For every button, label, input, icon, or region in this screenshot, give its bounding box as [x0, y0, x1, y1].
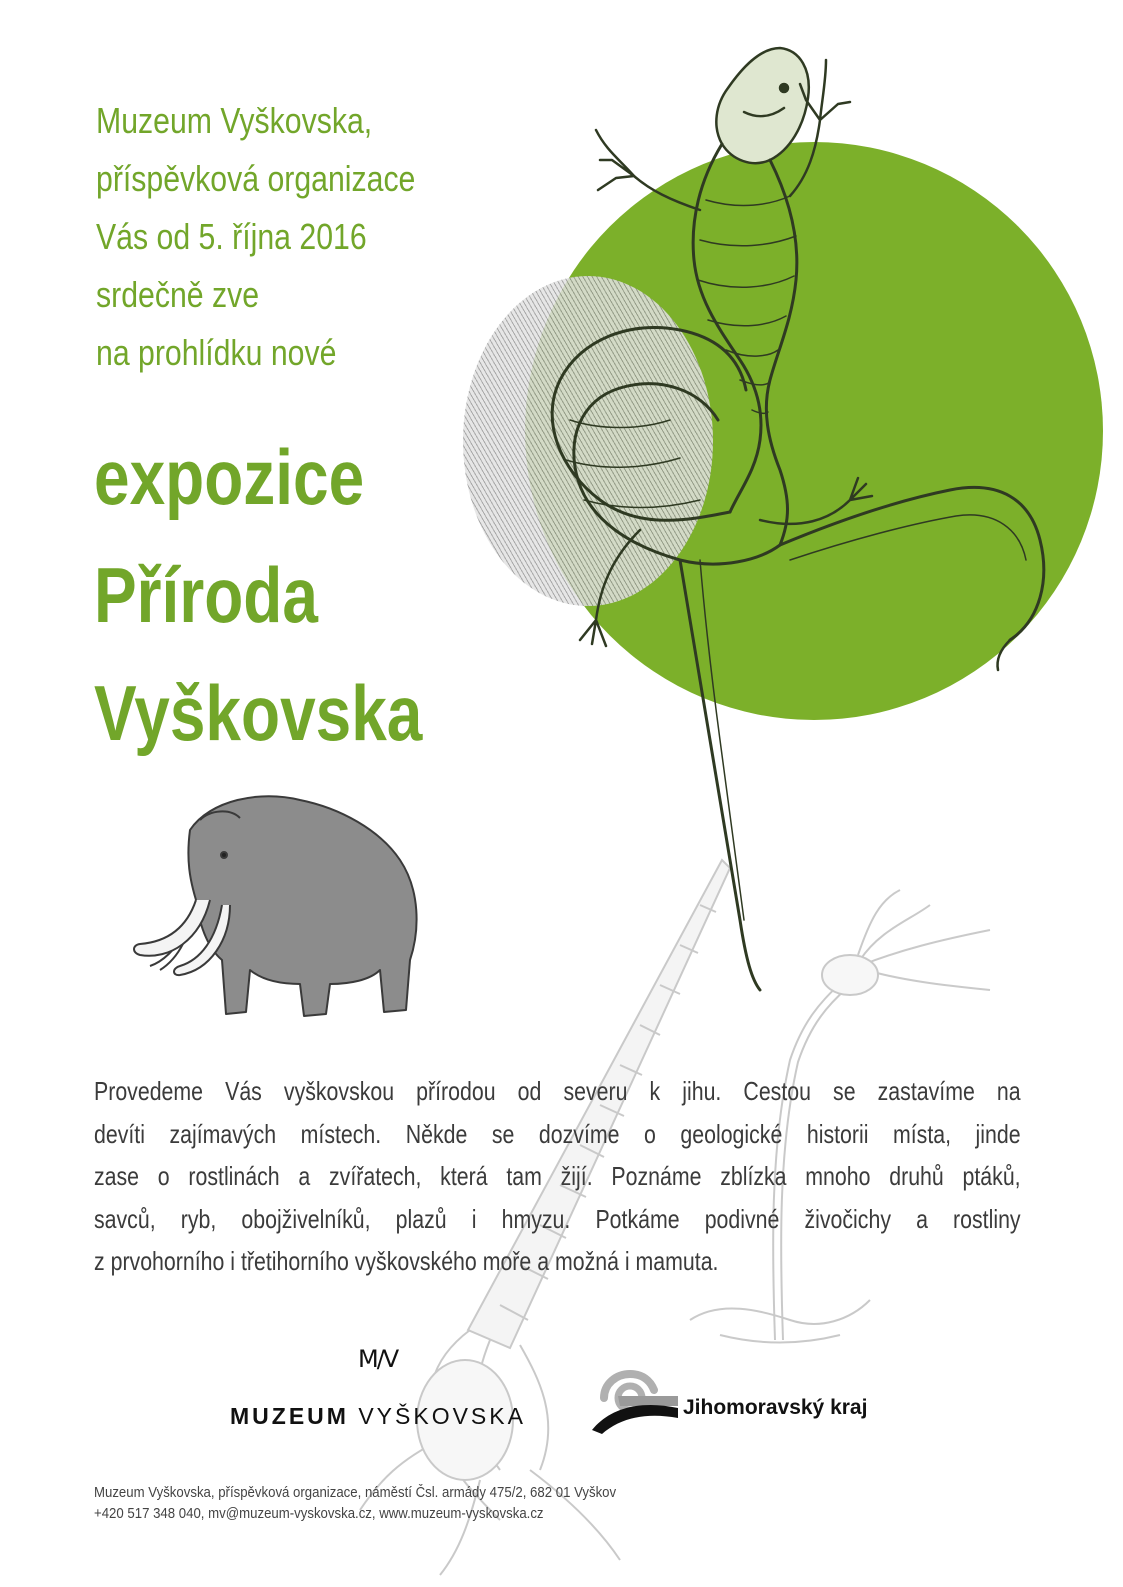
intro-line: Muzeum Vyškovska, — [96, 100, 373, 141]
description-line: z prvohorního i třetihorního vyškovského moře a možná i mamuta. — [94, 1246, 719, 1276]
region-logo — [590, 1368, 910, 1438]
footer-address: Muzeum Vyškovska, příspěvková organizace, náměstí Čsl. armády 475/2, 682 01 Vyškov — [94, 1484, 617, 1501]
description-paragraph — [94, 1070, 1021, 1283]
intro-line: na prohlídku nové — [96, 332, 337, 373]
region-logo-icon — [590, 1368, 680, 1438]
description-line: devíti zajímavých místech. Někde se dozvíme o geologické historii místa, jinde — [94, 1118, 1021, 1149]
museum-monogram: M/V — [358, 1345, 398, 1373]
title-line: expozice — [94, 433, 365, 521]
title-line: Vyškovska — [94, 669, 423, 757]
title-line: Příroda — [94, 551, 318, 639]
footer-contact — [94, 1482, 616, 1524]
museum-word-1: MUZEUM — [230, 1403, 349, 1429]
description-line: zase o rostlinách a zvířatech, která tam žijí. Poznáme zblízka mnoho druhů ptáků, — [94, 1161, 1021, 1191]
description-line: Provedeme Vás vyškovskou přírodou od severu k jihu. Cestou se zastavíme na — [94, 1076, 1021, 1106]
description-line: savců, ryb, obojživelníků, plazů i hmyzu. Potkáme podivné živočichy a rostliny — [94, 1203, 1021, 1234]
intro-line: příspěvková organizace — [96, 158, 416, 199]
museum-wordmark — [230, 1403, 526, 1430]
museum-logo — [230, 1345, 530, 1445]
intro-line: srdečně zve — [96, 274, 260, 315]
intro-text — [96, 92, 415, 382]
exhibition-title — [94, 418, 422, 772]
museum-word-2: VYŠKOVSKA — [358, 1403, 526, 1429]
region-name: Jihomoravský kraj — [683, 1396, 868, 1419]
footer-contacts: +420 517 348 040, mv@muzeum-vyskovska.cz, www.muzeum-vyskovska.cz — [94, 1505, 544, 1522]
intro-line: Vás od 5. října 2016 — [96, 216, 367, 257]
